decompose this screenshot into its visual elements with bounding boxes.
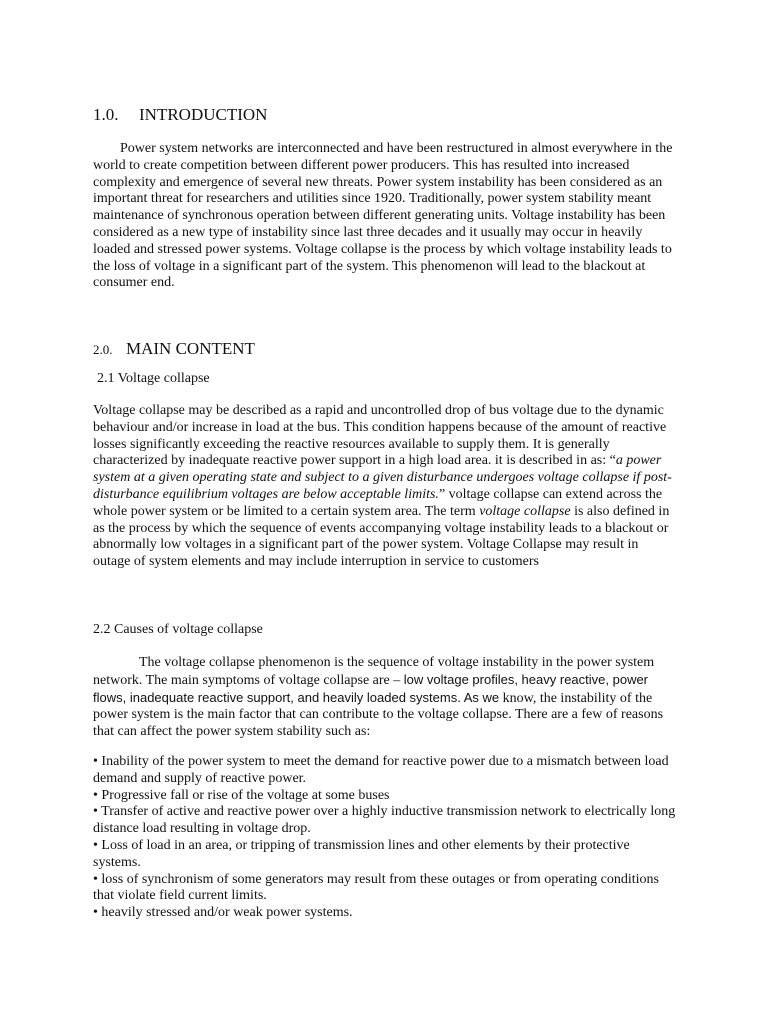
paragraph-text-sans: low voltage profiles, heavy reactive, power flows, inadequate reactive support, and heavily loaded systems. As we xyxy=(93,671,649,705)
paragraph-text: know, the instability of the power system is the main factor that can contribute to the voltage collapse. There are a few of reasons that can affect the power system stability such as: xyxy=(93,690,664,740)
list-item: • Transfer of active and reactive power over a highly inductive transmission network to electrically long distance load resulting in voltage drop. xyxy=(93,804,676,837)
introduction-paragraph: Power system networks are interconnected and have been restructured in almost everywhere in the world to create competition between different power producers. This has resulted into increased complexity and emergence of several new threats. Power system instability has been considered as an important threat for researchers and utilities since 1920. Traditionally, power system stability meant maintenance of synchronous operation between different generating units. Voltage instability has been considered as a new type of instability since last three decades and it usually may occur in heavily loaded and stressed power systems. Voltage collapse is the process by which voltage instability leads to the loss of voltage in a significant part of the system. This phenomenon will lead to the blackout at consumer end. xyxy=(93,141,673,291)
voltage-collapse-paragraph xyxy=(93,403,677,571)
list-item: • Loss of load in an area, or tripping of transmission lines and other elements by their protective systems. xyxy=(93,837,630,870)
list-item: • Progressive fall or rise of the voltage at some buses xyxy=(93,787,390,803)
causes-paragraph xyxy=(93,655,677,741)
subsection-heading-voltage-collapse: 2.1 Voltage collapse xyxy=(97,371,210,386)
list-item: • Inability of the power system to meet the demand for reactive power due to a mismatch between load demand and supply of reactive power. xyxy=(93,754,669,786)
causes-bullet-list xyxy=(93,754,677,922)
subsection-heading-causes: 2.2 Causes of voltage collapse xyxy=(93,622,263,637)
section-number: 1.0. xyxy=(93,105,119,124)
section-heading-main-content xyxy=(93,338,255,361)
section-number: 2.0. xyxy=(93,342,113,357)
section-heading-introduction xyxy=(93,104,267,126)
paragraph-text: Voltage collapse may be described as a rapid and uncontrolled drop of bus voltage due to the dynamic behaviour and/or increase in load at the bus. This condition happens because of the amount of reactive losses significantly exceeding the reactive resources available to supply them. It is generally characterized by inadequate reactive power support in a high load area. it is described in as: “ xyxy=(93,403,667,469)
paragraph-text: ” voltage collapse can extend across the whole power system or be limited to a certain system area. The term xyxy=(93,486,663,519)
definition-quote: a power system at a given operating state and subject to a given disturbance undergoes voltage collapse if post-disturbance equilibrium voltages are below acceptable limits. xyxy=(93,453,672,502)
paragraph-text: The voltage collapse phenomenon is the sequence of voltage instability in the power system network. The main symptoms of voltage collapse are – xyxy=(93,655,655,688)
section-title: INTRODUCTION xyxy=(139,105,268,124)
paragraph-text: is also defined in as the process by which the sequence of events accompanying voltage instability leads to a blackout or abnormally low voltages in a significant part of the power system. Voltage Collapse may result in outage of system elements and may include interruption in service to customers xyxy=(93,503,670,570)
section-title: MAIN CONTENT xyxy=(126,339,255,358)
list-item: • heavily stressed and/or weak power systems. xyxy=(93,905,353,921)
list-item: • loss of synchronism of some generators may result from these outages or from operating conditions that violate field current limits. xyxy=(93,871,659,904)
emphasized-term: voltage collapse xyxy=(479,503,571,519)
